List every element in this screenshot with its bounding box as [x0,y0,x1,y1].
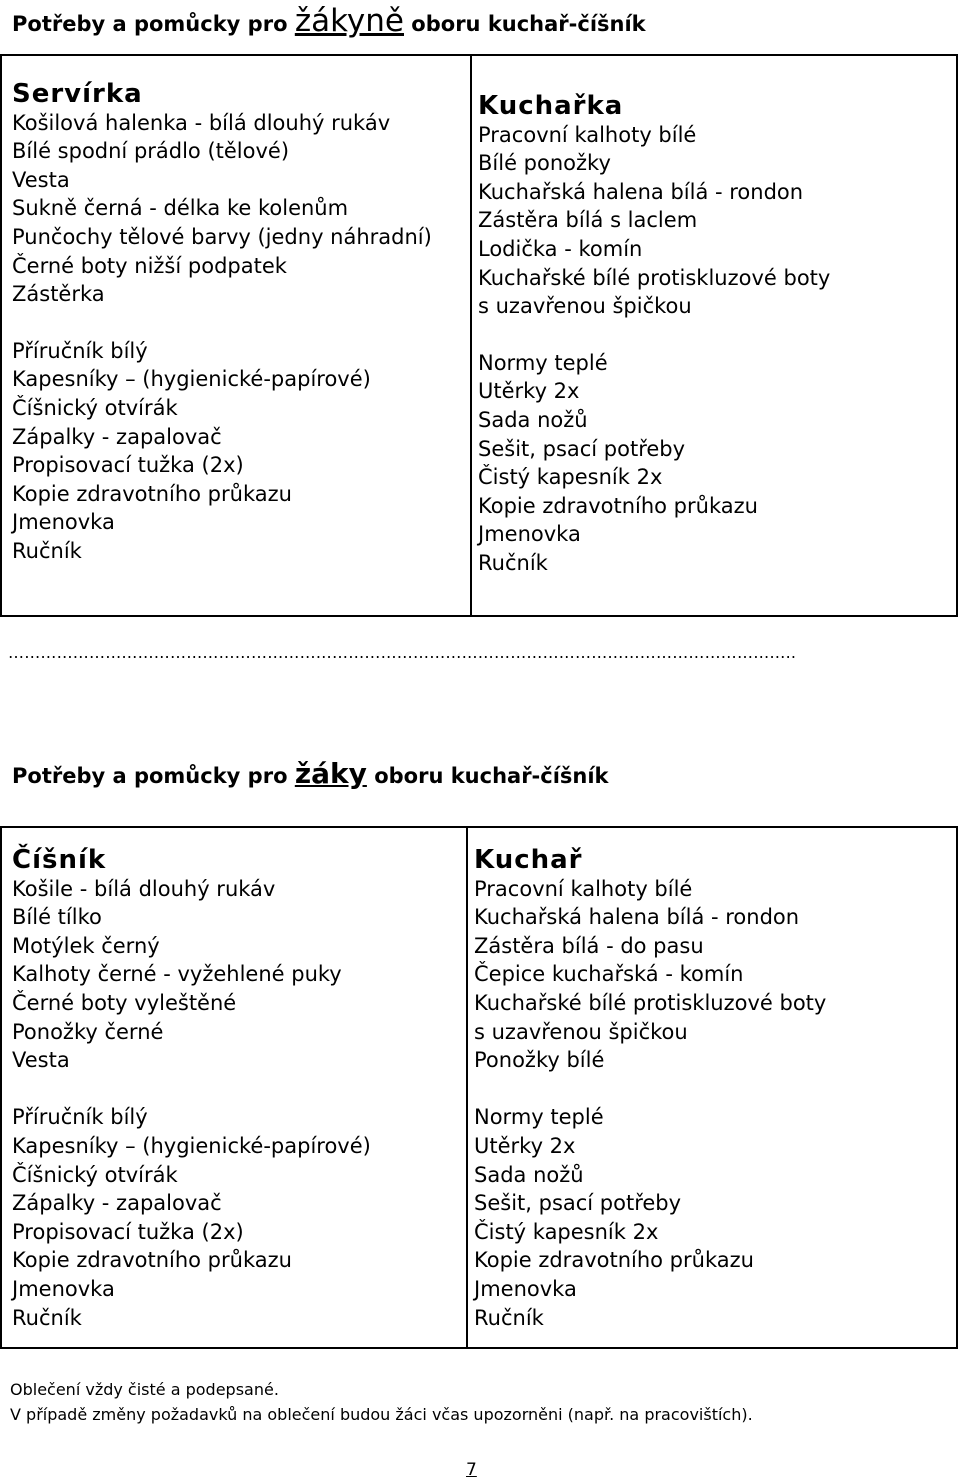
list-item: s uzavřenou špičkou [474,1019,688,1044]
kucharka-items-list [478,349,946,578]
list-item: Ručník [478,550,548,575]
section2-heading-emphasis: žáky [294,757,367,790]
list-item: Normy teplé [478,350,608,375]
list-item: Kuchařská halena bílá - rondon [478,179,804,204]
kucharka-cell [471,55,957,616]
list-item: Ručník [12,538,82,563]
list-item: Bílé spodní prádlo (tělové) [12,139,290,164]
dotted-separator: ……………………………………………………………………………………………………………………………….. [8,643,797,662]
list-item: Příručník bílý [12,1105,148,1130]
list-item: Utěrky 2x [478,379,580,404]
list-item: Kuchařské bílé protiskluzové boty [474,990,827,1015]
section1-table [0,54,958,617]
list-item: Košile - bílá dlouhý rukáv [12,876,276,901]
servirka-title: Servírka [12,79,143,109]
list-item: Sešit, psací potřeby [474,1191,682,1216]
list-item: Sukně černá - délka ke kolenům [12,196,349,221]
footer-note-clothing: Oblečení vždy čisté a podepsané. [10,1380,279,1399]
list-item: Číšnický otvírák [12,395,178,420]
list-item: Sada nožů [478,407,588,432]
list-item: Kuchařská halena bílá - rondon [474,905,800,930]
list-item: Bílé ponožky [478,151,611,176]
list-item: Sešit, psací potřeby [478,436,686,461]
list-item: Sada nožů [474,1162,584,1187]
list-item: Kopie zdravotního průkazu [474,1248,754,1273]
list-item: Jmenovka [12,1276,115,1301]
list-item: Jmenovka [478,522,581,547]
cisnik-clothing-list [12,875,456,1075]
list-item: s uzavřenou špičkou [478,294,692,319]
section1-heading-pre: Potřeby a pomůcky pro [12,12,295,36]
list-item: Kuchařské bílé protiskluzové boty [478,265,831,290]
list-item: Zástěra bílá s laclem [478,208,698,233]
list-item: Zápalky - zapalovač [12,1191,222,1216]
list-item: Příručník bílý [12,338,148,363]
page-number: 7 [466,1460,477,1480]
section1-heading [12,3,646,39]
list-item: Vesta [12,1048,70,1073]
cisnik-title: Číšník [12,845,107,875]
list-item: Zástěrka [12,282,105,307]
cisnik-cell [1,827,467,1348]
kuchar-items-list [474,1103,946,1332]
kuchar-cell [467,827,957,1348]
list-item: Pracovní kalhoty bílé [474,876,693,901]
section1-heading-post: oboru kuchař-číšník [404,12,646,36]
list-item: Kapesníky – (hygienické-papírové) [12,367,371,392]
list-item: Vesta [12,167,70,192]
list-item: Jmenovka [12,510,115,535]
list-item: Lodička - komín [478,236,643,261]
list-item: Zápalky - zapalovač [12,424,222,449]
list-item: Utěrky 2x [474,1133,576,1158]
list-item: Kopie zdravotního průkazu [478,493,758,518]
list-item: Kalhoty černé - vyžehlené puky [12,962,342,987]
list-item: Motýlek černý [12,933,160,958]
list-item: Ručník [12,1305,82,1330]
list-item: Ponožky černé [12,1019,164,1044]
section1-heading-emphasis: žákyně [294,3,404,39]
list-item: Košilová halenka - bílá dlouhý rukáv [12,110,391,135]
list-item: Kopie zdravotního průkazu [12,1248,292,1273]
list-item: Číšnický otvírák [12,1162,178,1187]
kucharka-clothing-list [478,121,946,321]
list-item: Punčochy tělové barvy (jedny náhradní) [12,224,432,249]
list-item: Černé boty vyleštěné [12,990,237,1015]
list-item: Normy teplé [474,1105,604,1130]
kuchar-title: Kuchař [474,845,583,875]
section2-heading-pre: Potřeby a pomůcky pro [12,764,295,788]
list-item: Jmenovka [474,1276,577,1301]
list-item: Čepice kuchařská - komín [474,962,744,987]
list-item: Propisovací tužka (2x) [12,453,244,478]
kuchar-clothing-list [474,875,946,1075]
list-item: Bílé tílko [12,905,102,930]
list-item: Zástěra bílá - do pasu [474,933,704,958]
section2-heading-post: oboru kuchař-číšník [366,764,609,788]
kucharka-title: Kuchařka [478,91,624,121]
list-item: Kopie zdravotního průkazu [12,481,292,506]
servirka-items-list [12,337,460,566]
list-item: Ručník [474,1305,544,1330]
list-item: Čistý kapesník 2x [478,465,663,490]
section2-heading [12,757,609,790]
list-item: Čistý kapesník 2x [474,1219,659,1244]
servirka-clothing-list [12,109,460,309]
footer-note-changes: V případě změny požadavků na oblečení budou žáci včas upozorněni (např. na pracovištích). [10,1405,753,1424]
list-item: Kapesníky – (hygienické-papírové) [12,1133,371,1158]
section2-table [0,826,958,1349]
cisnik-items-list [12,1103,456,1332]
list-item: Ponožky bílé [474,1048,605,1073]
list-item: Pracovní kalhoty bílé [478,122,697,147]
list-item: Černé boty nižší podpatek [12,253,287,278]
list-item: Propisovací tužka (2x) [12,1219,244,1244]
servirka-cell [1,55,471,616]
